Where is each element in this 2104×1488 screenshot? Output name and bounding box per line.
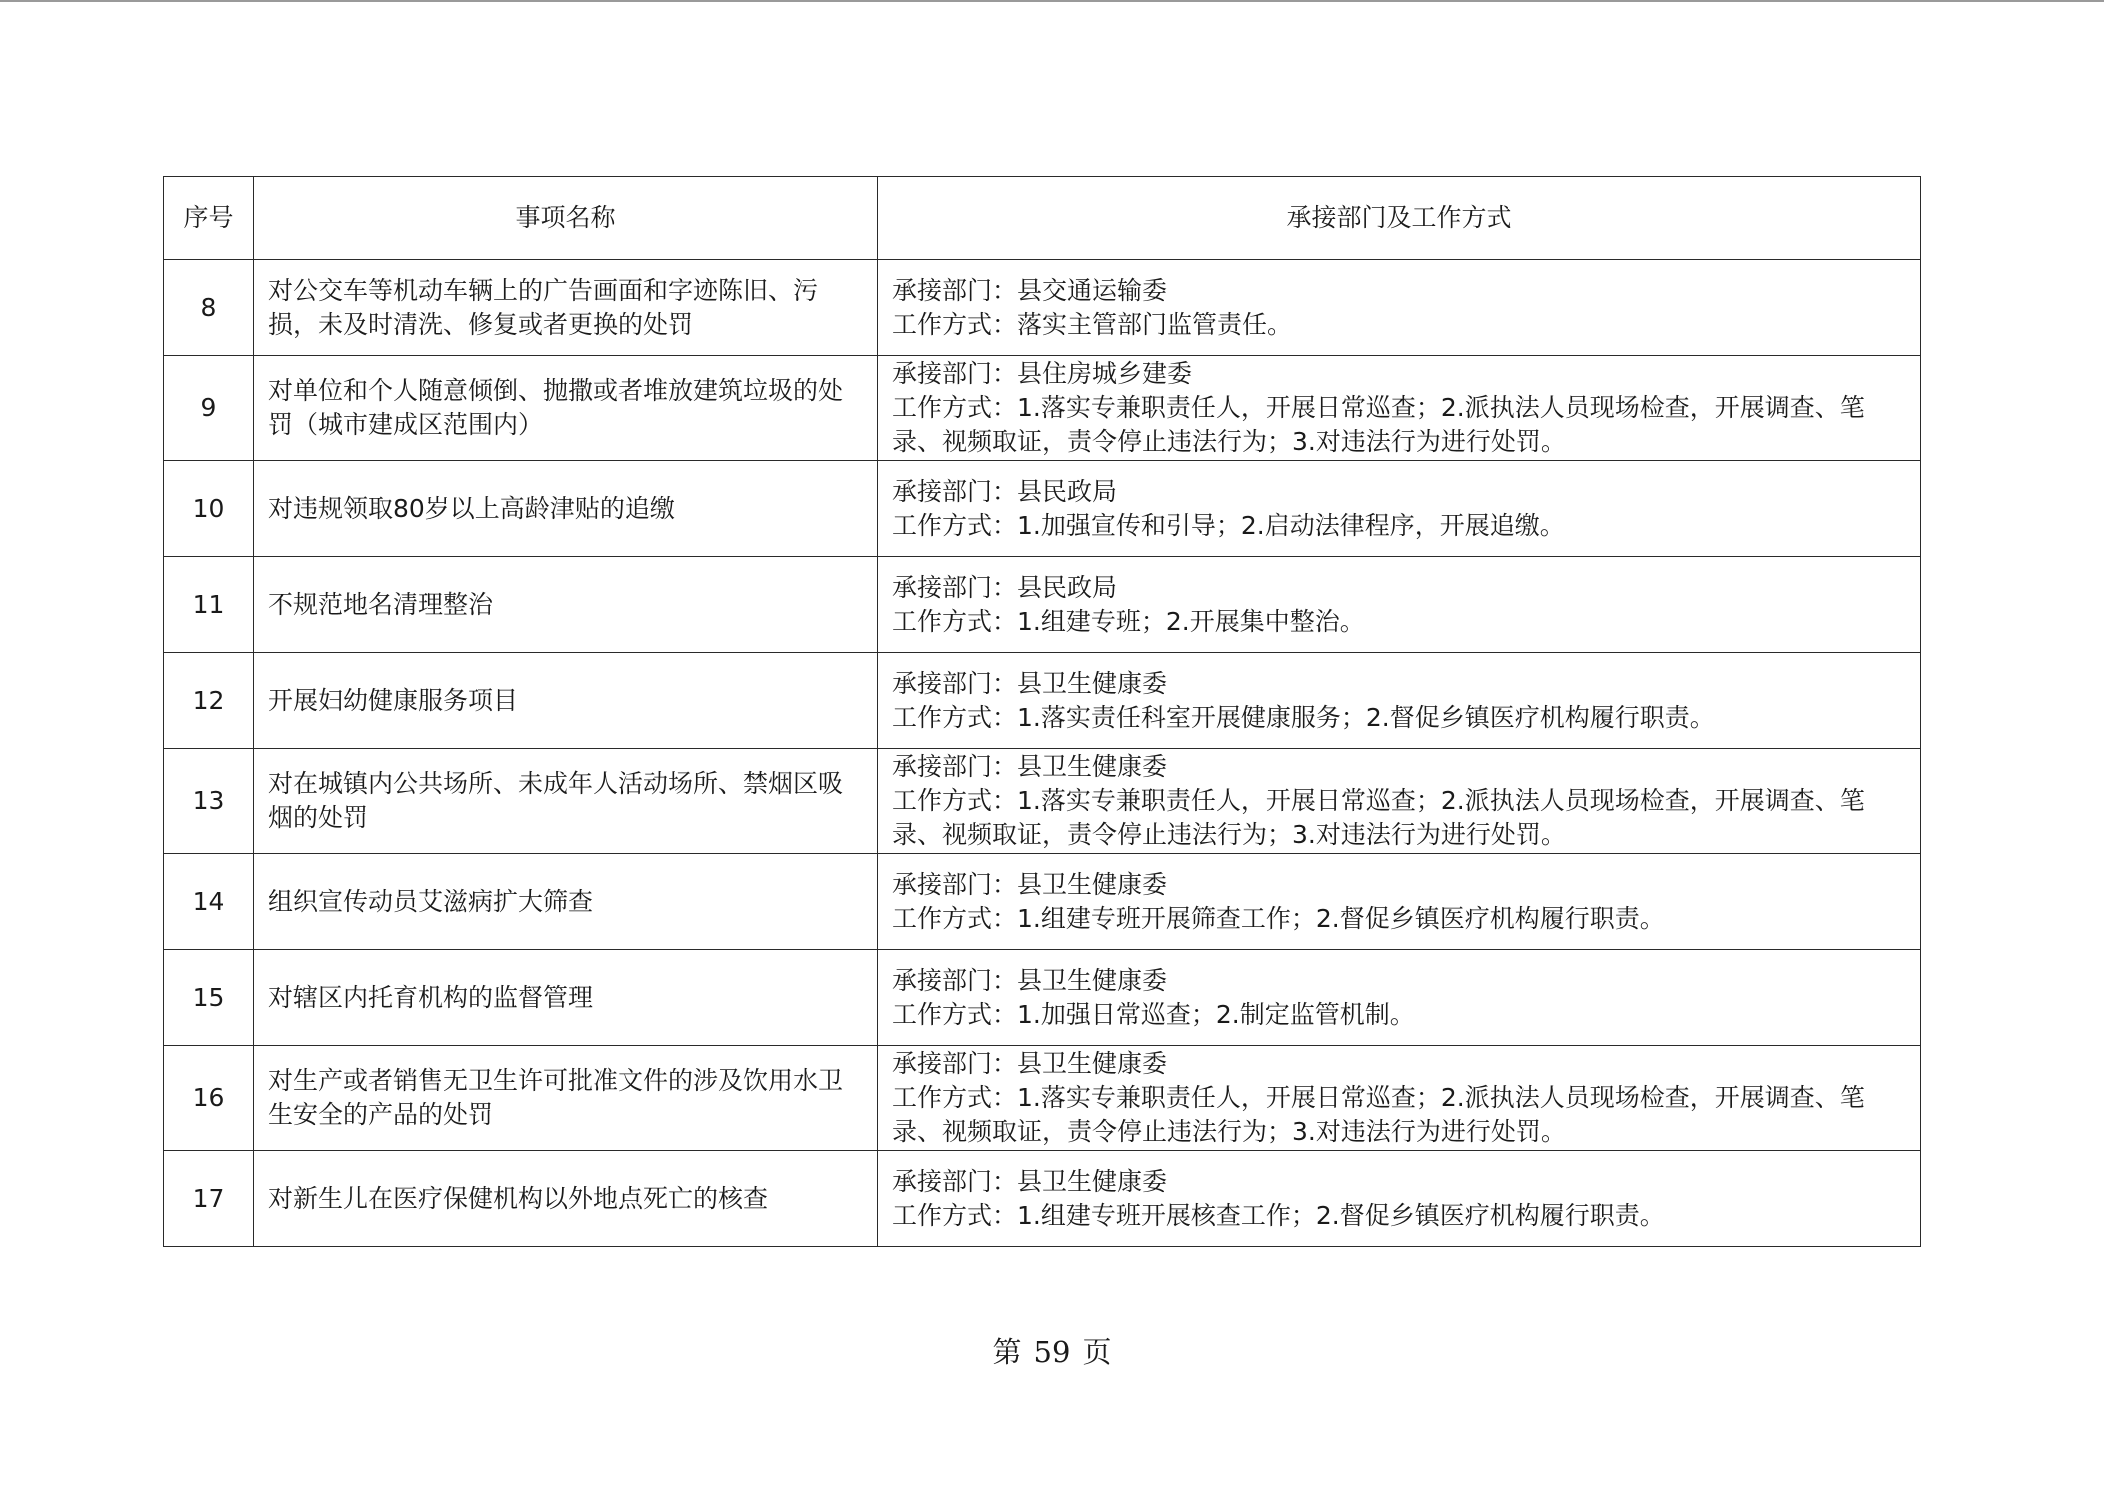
page-number: 59 bbox=[1033, 1335, 1071, 1369]
page-suffix: 页 bbox=[1082, 1335, 1112, 1369]
row-item-name: 不规范地名清理整治 bbox=[254, 557, 878, 653]
row-department: 承接部门：县民政局 bbox=[892, 572, 1118, 602]
row-department: 承接部门：县卫生健康委 bbox=[892, 1049, 1168, 1078]
table-row bbox=[164, 1046, 1921, 1151]
row-item-name: 对违规领取80岁以上高龄津贴的追缴 bbox=[254, 461, 878, 557]
row-department-method bbox=[878, 1151, 1921, 1247]
responsibility-table bbox=[163, 176, 1921, 1247]
row-department-method bbox=[878, 854, 1921, 950]
row-work-method: 工作方式：1.落实责任科室开展健康服务；2.督促乡镇医疗机构履行职责。 bbox=[892, 702, 1715, 732]
row-item-name: 对单位和个人随意倾倒、抛撒或者堆放建筑垃圾的处罚（城市建成区范围内） bbox=[254, 356, 878, 461]
row-serial-number: 13 bbox=[164, 749, 254, 854]
row-work-method: 工作方式：1.加强宣传和引导；2.启动法律程序，开展追缴。 bbox=[892, 510, 1565, 540]
table-row bbox=[164, 749, 1921, 854]
row-work-method: 工作方式：1.落实专兼职责任人，开展日常巡查；2.派执法人员现场检查，开展调查、笔录、视频取证，责令停止违法行为；3.对违法行为进行处罚。 bbox=[892, 786, 1865, 849]
row-serial-number: 8 bbox=[164, 260, 254, 356]
row-item-name: 对生产或者销售无卫生许可批准文件的涉及饮用水卫生安全的产品的处罚 bbox=[254, 1046, 878, 1151]
row-department-method bbox=[878, 461, 1921, 557]
row-serial-number: 11 bbox=[164, 557, 254, 653]
row-department-method bbox=[878, 1046, 1921, 1151]
row-work-method: 工作方式：1.落实专兼职责任人，开展日常巡查；2.派执法人员现场检查，开展调查、笔录、视频取证，责令停止违法行为；3.对违法行为进行处罚。 bbox=[892, 1083, 1865, 1146]
page-number-footer bbox=[0, 1332, 2104, 1372]
row-work-method: 工作方式：1.加强日常巡查；2.制定监管机制。 bbox=[892, 999, 1415, 1029]
top-border-line bbox=[0, 0, 2104, 2]
header-item-name: 事项名称 bbox=[254, 177, 878, 260]
page-prefix: 第 bbox=[992, 1335, 1022, 1369]
row-item-name: 对辖区内托育机构的监督管理 bbox=[254, 950, 878, 1046]
row-serial-number: 12 bbox=[164, 653, 254, 749]
header-serial-number: 序号 bbox=[164, 177, 254, 260]
row-department: 承接部门：县交通运输委 bbox=[892, 275, 1168, 305]
row-department: 承接部门：县卫生健康委 bbox=[892, 668, 1168, 698]
row-department-method bbox=[878, 653, 1921, 749]
table-row bbox=[164, 653, 1921, 749]
row-serial-number: 9 bbox=[164, 356, 254, 461]
row-work-method: 工作方式：1.组建专班开展核查工作；2.督促乡镇医疗机构履行职责。 bbox=[892, 1200, 1665, 1230]
row-department: 承接部门：县卫生健康委 bbox=[892, 752, 1168, 781]
row-serial-number: 16 bbox=[164, 1046, 254, 1151]
row-serial-number: 10 bbox=[164, 461, 254, 557]
row-department-method bbox=[878, 260, 1921, 356]
row-item-name: 开展妇幼健康服务项目 bbox=[254, 653, 878, 749]
row-department-method bbox=[878, 356, 1921, 461]
row-department: 承接部门：县卫生健康委 bbox=[892, 1166, 1168, 1196]
table-row bbox=[164, 1151, 1921, 1247]
row-department: 承接部门：县卫生健康委 bbox=[892, 869, 1168, 899]
row-department: 承接部门：县住房城乡建委 bbox=[892, 359, 1193, 388]
table-row bbox=[164, 854, 1921, 950]
table-row bbox=[164, 950, 1921, 1046]
table-header-row bbox=[164, 177, 1921, 260]
row-department-method bbox=[878, 749, 1921, 854]
table-row bbox=[164, 260, 1921, 356]
row-department: 承接部门：县民政局 bbox=[892, 476, 1118, 506]
row-item-name: 对公交车等机动车辆上的广告画面和字迹陈旧、污损，未及时清洗、修复或者更换的处罚 bbox=[254, 260, 878, 356]
row-work-method: 工作方式：落实主管部门监管责任。 bbox=[892, 309, 1293, 339]
table-row bbox=[164, 356, 1921, 461]
table-row bbox=[164, 461, 1921, 557]
row-department-method bbox=[878, 950, 1921, 1046]
row-department: 承接部门：县卫生健康委 bbox=[892, 965, 1168, 995]
row-item-name: 对新生儿在医疗保健机构以外地点死亡的核查 bbox=[254, 1151, 878, 1247]
row-serial-number: 14 bbox=[164, 854, 254, 950]
row-department-method bbox=[878, 557, 1921, 653]
table-row bbox=[164, 557, 1921, 653]
row-work-method: 工作方式：1.组建专班；2.开展集中整治。 bbox=[892, 606, 1365, 636]
row-item-name: 对在城镇内公共场所、未成年人活动场所、禁烟区吸烟的处罚 bbox=[254, 749, 878, 854]
row-work-method: 工作方式：1.组建专班开展筛查工作；2.督促乡镇医疗机构履行职责。 bbox=[892, 903, 1665, 933]
header-department-method: 承接部门及工作方式 bbox=[878, 177, 1921, 260]
row-serial-number: 15 bbox=[164, 950, 254, 1046]
row-work-method: 工作方式：1.落实专兼职责任人，开展日常巡查；2.派执法人员现场检查，开展调查、笔录、视频取证，责令停止违法行为；3.对违法行为进行处罚。 bbox=[892, 393, 1865, 456]
row-item-name: 组织宣传动员艾滋病扩大筛查 bbox=[254, 854, 878, 950]
row-serial-number: 17 bbox=[164, 1151, 254, 1247]
